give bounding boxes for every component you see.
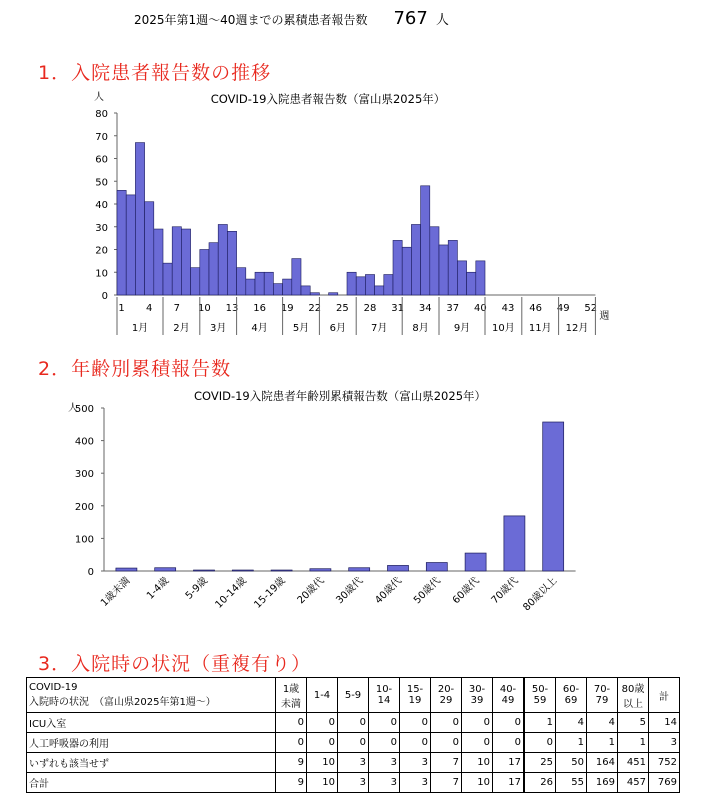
- table-cell: 17: [493, 773, 525, 793]
- table-cell: 3: [338, 753, 369, 773]
- table-cell: 4: [556, 713, 587, 733]
- table-cell: 1: [587, 733, 618, 753]
- chart2-xtick-label: 80歳以上: [521, 575, 560, 614]
- section-title-trend: 1．入院患者報告数の推移: [38, 62, 272, 84]
- table-cell: 769: [649, 773, 680, 793]
- chart2-ylabel: 人: [68, 403, 78, 414]
- chart1-bar: [439, 245, 448, 295]
- chart2-xtick-label: 30歳代: [334, 575, 366, 607]
- section-title-status: 3．入院時の状況（重複有り）: [38, 653, 312, 675]
- chart1-ytick-label: 30: [95, 222, 108, 234]
- chart2-bar: [543, 422, 564, 571]
- chart1-xlabel: 週: [599, 311, 610, 322]
- chart1-month-label: 4月: [251, 323, 268, 334]
- table-cell: 3: [369, 773, 400, 793]
- chart1-month-label: 7月: [371, 323, 388, 334]
- chart1-bar: [273, 284, 282, 295]
- chart1-ylabel: 人: [94, 92, 104, 103]
- chart2-bar: [465, 553, 486, 571]
- chart1-bar: [329, 293, 338, 295]
- table-cell: 0: [493, 713, 525, 733]
- section-title-age: 2．年齢別累積報告数: [38, 358, 232, 380]
- chart1-bar: [421, 186, 430, 295]
- table-cell: 10: [462, 773, 493, 793]
- chart1-bar: [227, 231, 236, 295]
- weekly-chart: [80, 88, 610, 338]
- table-column-header: 40-49: [493, 678, 525, 713]
- table-column-header: 計: [649, 678, 680, 713]
- chart1-xtick-label: 46: [529, 303, 542, 314]
- table-cell: 26: [524, 773, 556, 793]
- chart1-bar: [209, 243, 218, 295]
- chart1-month-label: 1月: [131, 323, 149, 334]
- table-cell: 0: [276, 713, 307, 733]
- chart1-bar: [467, 272, 476, 295]
- table-cell: 0: [400, 733, 431, 753]
- chart2-bar: [155, 568, 176, 571]
- summary-text: 2025年第1週〜40週までの累積患者報告数: [134, 13, 368, 27]
- table-cell: 3: [649, 733, 680, 753]
- table-header-line2: 入院時の状況 （富山県2025年第1週～）: [29, 697, 216, 708]
- chart2-bar: [194, 570, 215, 571]
- table-cell: 1: [556, 733, 587, 753]
- table-column-header: 60-69: [556, 678, 587, 713]
- chart2-xtick-label: 20歳代: [295, 575, 327, 607]
- chart1-month-label: 9月: [453, 323, 471, 334]
- chart1-month-label: 2月: [173, 323, 190, 334]
- table-cell: 50: [556, 753, 587, 773]
- chart1-ytick-label: 80: [95, 109, 108, 120]
- table-column-header: 50-59: [524, 678, 556, 713]
- chart1-bar: [402, 247, 411, 295]
- table-row: [27, 733, 680, 753]
- chart1-bar: [246, 279, 255, 295]
- table-cell: 169: [587, 773, 618, 793]
- chart1-xtick-label: 28: [363, 303, 377, 314]
- chart1-bar: [135, 143, 144, 295]
- chart1-bar: [172, 227, 181, 295]
- chart1-xtick-label: 4: [146, 303, 153, 314]
- table-cell: 25: [524, 753, 556, 773]
- table-cell: 17: [493, 753, 525, 773]
- chart2-ytick-label: 200: [74, 501, 94, 513]
- chart2-bar: [426, 563, 447, 571]
- chart1-bar: [384, 275, 393, 295]
- table-cell: 7: [431, 773, 462, 793]
- chart1-ytick-label: 50: [95, 177, 108, 189]
- chart2-xtick-label: 60歳代: [450, 575, 482, 607]
- chart1-xtick-label: 52: [584, 303, 598, 314]
- age-chart: [60, 384, 600, 634]
- chart1-bar: [301, 286, 310, 295]
- chart1-bar: [255, 272, 264, 295]
- total-count: 767: [393, 8, 428, 29]
- chart2-ytick-label: 300: [74, 469, 94, 481]
- chart1-bar: [283, 279, 292, 295]
- table-column-header: 20-29: [431, 678, 462, 713]
- table-cell: 5: [618, 713, 649, 733]
- chart1-xtick-label: 1: [118, 303, 125, 314]
- table-cell: 0: [276, 733, 307, 753]
- table-row: [27, 773, 680, 793]
- chart1-bar: [191, 268, 200, 295]
- chart2-bar: [504, 516, 525, 571]
- table-column-header: 1歳 未満: [276, 678, 307, 713]
- chart1-bar: [264, 272, 273, 295]
- table-cell: 0: [369, 733, 400, 753]
- chart1-month-label: 12月: [565, 323, 589, 334]
- table-row: [27, 713, 680, 733]
- table-row: [27, 753, 680, 773]
- table-cell: 752: [649, 753, 680, 773]
- chart1-ytick-label: 0: [101, 291, 108, 302]
- table-cell: 9: [276, 773, 307, 793]
- table-cell: 3: [369, 753, 400, 773]
- chart2-ytick-label: 400: [74, 436, 94, 448]
- chart1-month-label: 3月: [210, 323, 227, 334]
- table-row-label: ICU入室: [27, 713, 276, 733]
- table-column-header: 5-9: [338, 678, 369, 713]
- chart1-xtick-label: 43: [501, 303, 515, 314]
- chart1-bar: [200, 250, 209, 296]
- chart1-xtick-label: 31: [391, 303, 404, 314]
- table-cell: 164: [587, 753, 618, 773]
- chart2-xtick-label: 10-14歳: [213, 575, 249, 611]
- chart1-ytick-label: 40: [95, 200, 108, 211]
- chart2-xtick-label: 1歳未満: [99, 575, 133, 609]
- chart1-title: COVID-19入院患者報告数（富山県2025年）: [210, 92, 446, 106]
- chart1-bar: [476, 261, 485, 295]
- chart1-bar: [237, 268, 246, 295]
- table-cell: 10: [462, 753, 493, 773]
- table-cell: 457: [618, 773, 649, 793]
- chart1-xtick-label: 19: [280, 303, 294, 314]
- table-column-header: 1-4: [307, 678, 338, 713]
- chart1-bar: [448, 240, 457, 295]
- chart1-bar: [181, 229, 190, 295]
- total-unit: 人: [435, 13, 449, 28]
- chart2-bar: [310, 569, 331, 571]
- table-cell: 0: [431, 733, 462, 753]
- table-cell: 1: [618, 733, 649, 753]
- chart1-bar: [356, 277, 365, 295]
- table-cell: 3: [338, 773, 369, 793]
- chart1-ytick-label: 10: [95, 268, 108, 280]
- table-cell: 10: [307, 773, 338, 793]
- chart1-bar: [411, 224, 420, 295]
- chart1-ytick-label: 20: [95, 245, 108, 257]
- chart1-bar: [154, 229, 163, 295]
- status-table: [26, 677, 680, 793]
- chart1-xtick-label: 40: [474, 303, 487, 314]
- chart1-xtick-label: 13: [225, 303, 239, 314]
- table-cell: 0: [307, 713, 338, 733]
- chart2-ytick-label: 500: [74, 404, 94, 415]
- table-cell: 3: [400, 773, 431, 793]
- chart1-bar: [218, 224, 227, 295]
- chart2-title: COVID-19入院患者年齢別累積報告数（富山県2025年）: [193, 389, 487, 403]
- table-cell: 0: [338, 713, 369, 733]
- chart1-bar: [375, 286, 384, 295]
- chart1-ytick-label: 70: [95, 131, 108, 143]
- table-cell: 451: [618, 753, 649, 773]
- table-row-label: 人工呼吸器の利用: [27, 733, 276, 753]
- table-header-line1: COVID-19: [29, 682, 78, 693]
- chart1-bar: [126, 195, 135, 295]
- chart1-bar: [145, 202, 154, 295]
- table-cell: 7: [431, 753, 462, 773]
- table-header-label: [27, 678, 276, 713]
- table-cell: 3: [400, 753, 431, 773]
- chart1-bar: [347, 272, 356, 295]
- table-cell: 0: [338, 733, 369, 753]
- chart1-xtick-label: 49: [556, 303, 570, 314]
- table-cell: 0: [524, 733, 556, 753]
- chart1-bar: [117, 190, 126, 295]
- table-header-row: [27, 678, 680, 713]
- chart1-bar: [457, 261, 466, 295]
- table-cell: 10: [307, 753, 338, 773]
- chart2-xtick-label: 50歳代: [411, 575, 443, 607]
- chart1-xtick-label: 25: [336, 303, 349, 314]
- chart1-xtick-label: 22: [308, 303, 322, 314]
- chart2-bar: [349, 568, 370, 571]
- table-cell: 9: [276, 753, 307, 773]
- table-column-header: 15-19: [400, 678, 431, 713]
- chart2-bar: [232, 570, 253, 571]
- chart1-month-label: 10月: [492, 323, 515, 334]
- chart1-xtick-label: 16: [253, 303, 266, 314]
- chart1-bar: [393, 240, 402, 295]
- chart2-xtick-label: 40歳代: [373, 575, 405, 607]
- table-cell: 0: [462, 713, 493, 733]
- chart1-bar: [430, 227, 439, 295]
- table-column-header: 70-79: [587, 678, 618, 713]
- chart1-ytick-label: 60: [95, 154, 108, 166]
- chart2-bar: [116, 568, 137, 571]
- table-cell: 0: [493, 733, 525, 753]
- chart2-xtick-label: 70歳代: [489, 575, 521, 607]
- chart2-xtick-label: 15-19歳: [252, 575, 288, 611]
- chart2-bar: [271, 570, 292, 571]
- table-column-header: 80歳 以上: [618, 678, 649, 713]
- table-cell: 0: [369, 713, 400, 733]
- table-cell: 0: [462, 733, 493, 753]
- table-row-label: いずれも該当せず: [27, 753, 276, 773]
- table-cell: 0: [431, 713, 462, 733]
- chart1-bar: [163, 263, 172, 295]
- chart1-bar: [365, 275, 374, 295]
- summary-header: [134, 8, 449, 29]
- table-column-header: 10-14: [369, 678, 400, 713]
- chart2-bar: [388, 565, 409, 571]
- chart2-xtick-label: 5-9歳: [183, 575, 211, 602]
- chart1-bar: [310, 293, 319, 295]
- table-cell: 1: [524, 713, 556, 733]
- table-cell: 14: [649, 713, 680, 733]
- chart1-xtick-label: 10: [198, 303, 211, 314]
- table-cell: 0: [400, 713, 431, 733]
- chart2-xtick-label: 1-4歳: [144, 575, 172, 602]
- chart1-bar: [292, 259, 301, 295]
- chart1-month-label: 11月: [528, 323, 552, 334]
- chart2-ytick-label: 100: [74, 534, 94, 546]
- chart1-xtick-label: 34: [418, 303, 432, 314]
- table-cell: 0: [307, 733, 338, 753]
- table-cell: 55: [556, 773, 587, 793]
- chart1-xtick-label: 7: [173, 303, 180, 314]
- chart1-xtick-label: 37: [446, 303, 460, 314]
- table-cell: 4: [587, 713, 618, 733]
- table-row-label: 合計: [27, 773, 276, 793]
- table-column-header: 30-39: [462, 678, 493, 713]
- chart1-month-label: 8月: [412, 323, 429, 334]
- chart1-month-label: 6月: [329, 323, 346, 334]
- chart2-ytick-label: 0: [87, 567, 94, 578]
- chart1-month-label: 5月: [292, 323, 310, 334]
